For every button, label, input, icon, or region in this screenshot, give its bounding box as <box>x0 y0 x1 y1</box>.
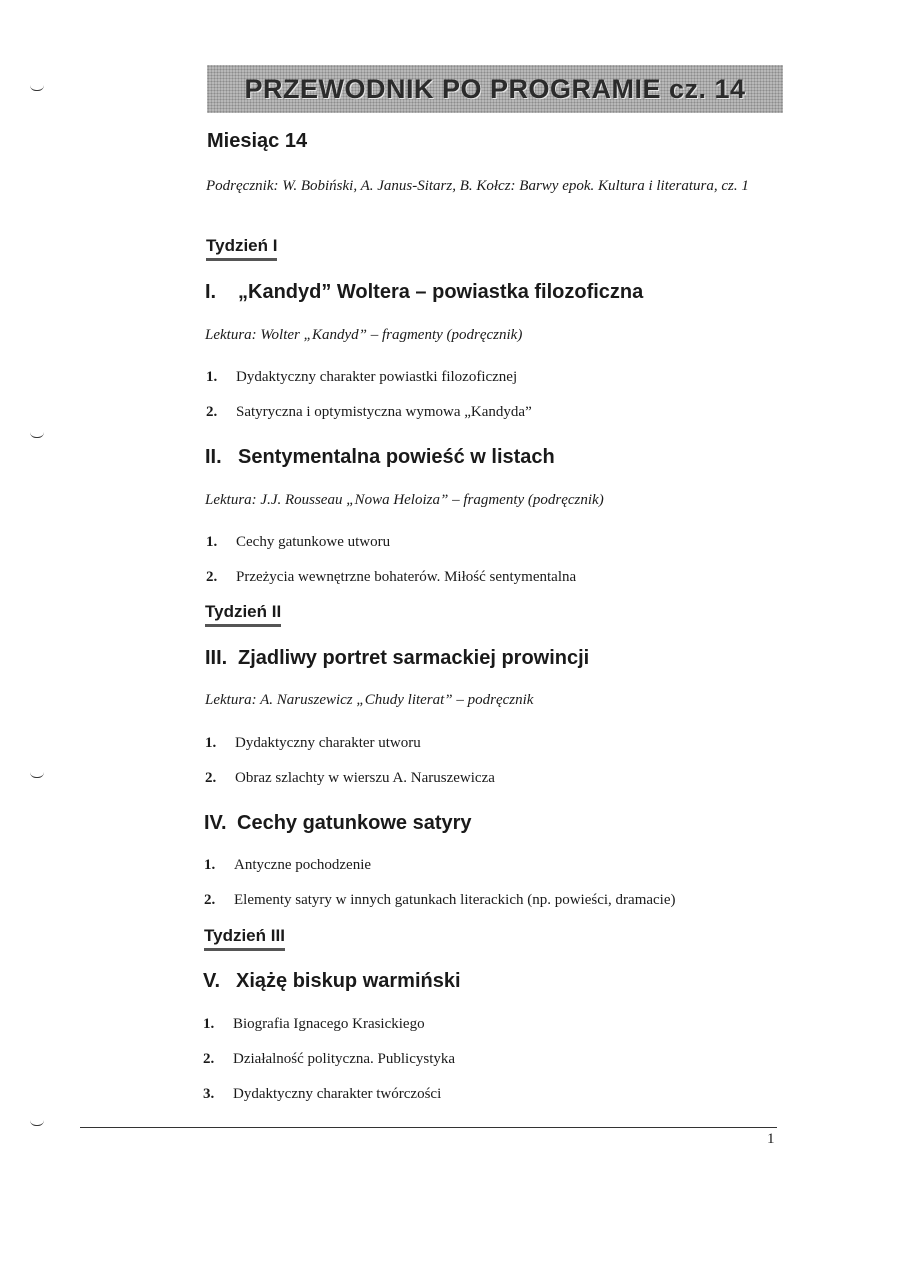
textbook-reference: Podręcznik: W. Bobiński, A. Janus-Sitarz, B. Kołcz: Barwy epok. Kultura i literatura, cz. 1 <box>206 178 749 194</box>
section-title: Cechy gatunkowe satyry <box>237 812 472 834</box>
section-number: V. <box>203 970 221 992</box>
section-title: „Kandyd” Woltera – powiastka filozoficzna <box>238 281 644 303</box>
list-item: 1. Dydaktyczny charakter utworu <box>205 735 421 751</box>
page-number: 1 <box>767 1131 775 1147</box>
banner-title: PRZEWODNIK PO PROGRAMIE cz. 14 <box>244 73 746 104</box>
list-item: 1. Dydaktyczny charakter powiastki filozoficznej <box>206 369 518 385</box>
section-number: I. <box>205 281 217 303</box>
section-heading <box>204 812 472 835</box>
section-heading <box>205 281 643 304</box>
list-item: 2. Elementy satyry w innych gatunkach literackich (np. powieści, dramacie) <box>204 892 676 908</box>
section-number: II. <box>205 446 222 468</box>
list-item: 2. Przeżycia wewnętrzne bohaterów. Miłość sentymentalna <box>206 569 577 585</box>
week-label: Tydzień I <box>206 236 277 261</box>
reading-line: Lektura: A. Naruszewicz „Chudy literat” – podręcznik <box>205 692 534 708</box>
section-heading <box>203 970 461 993</box>
margin-mark <box>30 85 44 91</box>
list-item: 1. Biografia Ignacego Krasickiego <box>203 1016 425 1032</box>
list-item: 1. Antyczne pochodzenie <box>204 857 372 873</box>
section-heading <box>205 647 589 670</box>
section-number: III. <box>205 647 228 669</box>
margin-mark <box>30 432 44 438</box>
header-banner <box>207 65 783 113</box>
list-item: 2. Satyryczna i optymistyczna wymowa „Kandyda” <box>206 404 532 420</box>
list-item: 1. Cechy gatunkowe utworu <box>206 534 391 550</box>
list-item: 3. Dydaktyczny charakter twórczości <box>203 1086 442 1102</box>
reading-line: Lektura: J.J. Rousseau „Nowa Heloiza” – fragmenty (podręcznik) <box>205 492 604 508</box>
section-title: Xiążę biskup warmiński <box>236 970 461 992</box>
section-number: IV. <box>204 812 227 834</box>
week-heading <box>206 236 277 261</box>
section-title: Sentymentalna powieść w listach <box>238 446 555 468</box>
week-heading <box>205 602 281 627</box>
margin-mark <box>30 772 44 778</box>
list-item: 2. Obraz szlachty w wierszu A. Naruszewicza <box>205 770 495 786</box>
month-heading: Miesiąc 14 <box>207 130 308 152</box>
list-item: 2. Działalność polityczna. Publicystyka <box>203 1051 456 1067</box>
margin-mark <box>30 1120 44 1126</box>
reading-line: Lektura: Wolter „Kandyd” – fragmenty (podręcznik) <box>205 327 523 343</box>
section-heading <box>205 446 555 469</box>
week-label: Tydzień II <box>205 602 281 627</box>
footer-divider <box>80 1127 777 1128</box>
section-title: Zjadliwy portret sarmackiej prowincji <box>238 647 590 669</box>
week-heading <box>204 926 285 951</box>
week-label: Tydzień III <box>204 926 285 951</box>
